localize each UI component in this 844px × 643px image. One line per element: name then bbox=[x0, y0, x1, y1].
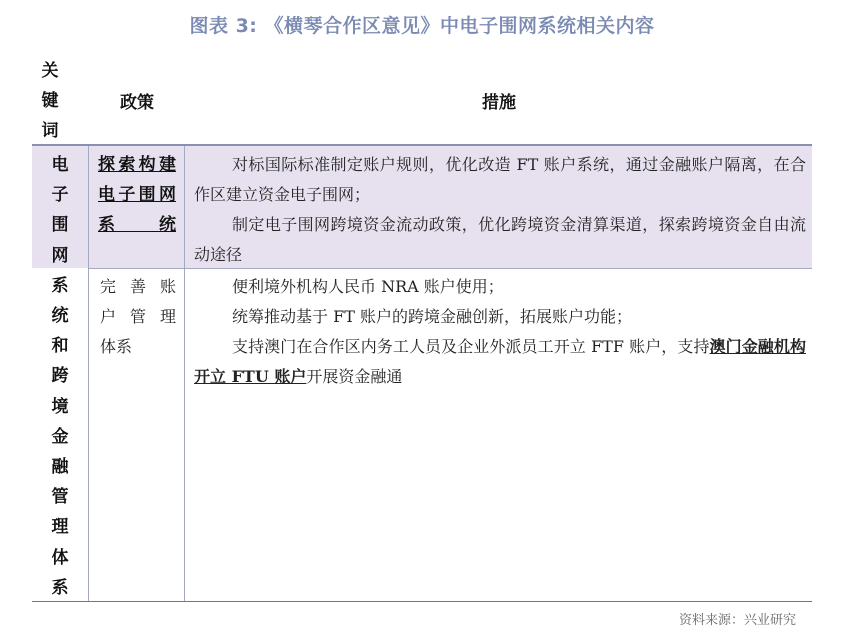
keyword-char: 金 bbox=[51, 426, 69, 447]
header-keyword-char: 关 bbox=[41, 61, 59, 81]
header-measures: 措施 bbox=[482, 93, 516, 113]
keyword-char: 系 bbox=[51, 577, 69, 598]
keyword-char: 围 bbox=[51, 215, 69, 236]
keyword-char: 子 bbox=[51, 185, 69, 206]
keyword-char: 和 bbox=[51, 336, 69, 357]
table-top-rule bbox=[32, 144, 812, 146]
keyword-char: 境 bbox=[51, 396, 69, 417]
policy-cell-electronic-fence: 探索构建电子围网系统 bbox=[98, 155, 176, 235]
keyword-char: 网 bbox=[51, 245, 69, 266]
keyword-char: 融 bbox=[51, 457, 69, 478]
policy-line: 体系 bbox=[100, 337, 133, 356]
source-note: 资料来源：兴业研究 bbox=[678, 613, 796, 628]
column-divider bbox=[184, 146, 185, 601]
header-policy: 政策 bbox=[120, 93, 154, 113]
keyword-char: 电 bbox=[51, 155, 69, 175]
header-keyword-char: 词 bbox=[41, 121, 59, 141]
measures-cell-row-1 bbox=[194, 150, 806, 270]
keyword-char: 统 bbox=[51, 306, 69, 327]
measure-text: 支持澳门在合作区内务工人员及企业外派员工开立 FTF 账户，支持 bbox=[232, 337, 710, 356]
measure-paragraph: 对标国际标准制定账户规则，优化改造 FT 账户系统，通过金融账户隔离，在合作区建立资金电子围网； bbox=[194, 155, 806, 204]
keyword-char: 管 bbox=[51, 487, 69, 508]
measure-paragraph: 制定电子围网跨境资金流动政策，优化跨境资金清算渠道，探索跨境资金自由流动途径 bbox=[194, 215, 806, 264]
measure-paragraph: 便利境外机构人民币 NRA 账户使用； bbox=[232, 277, 504, 296]
keyword-cell bbox=[32, 150, 88, 603]
keyword-char: 体 bbox=[51, 547, 69, 568]
measure-paragraph: 统筹推动基于 FT 账户的跨境金融创新，拓展账户功能； bbox=[232, 307, 632, 326]
measure-text: 开展资金融通 bbox=[306, 367, 403, 386]
column-divider bbox=[88, 146, 89, 601]
policy-cell-account-management bbox=[100, 272, 176, 362]
header-keyword-char: 键 bbox=[41, 91, 59, 111]
measure-emphasis: 澳门金融机构开立 FTU 账户 bbox=[194, 337, 806, 386]
keyword-char: 理 bbox=[51, 517, 69, 538]
table-bottom-rule bbox=[32, 601, 812, 602]
measure-paragraph bbox=[194, 332, 806, 392]
header-keyword bbox=[32, 56, 68, 146]
keyword-char: 系 bbox=[51, 275, 69, 296]
policy-line: 完善账 bbox=[100, 277, 176, 296]
policy-line: 户管理 bbox=[100, 307, 176, 326]
figure-title: 图表 3: 《横琴合作区意见》中电子围网系统相关内容 bbox=[189, 15, 655, 37]
measures-cell-row-2 bbox=[194, 272, 806, 392]
keyword-char: 跨 bbox=[51, 366, 69, 387]
